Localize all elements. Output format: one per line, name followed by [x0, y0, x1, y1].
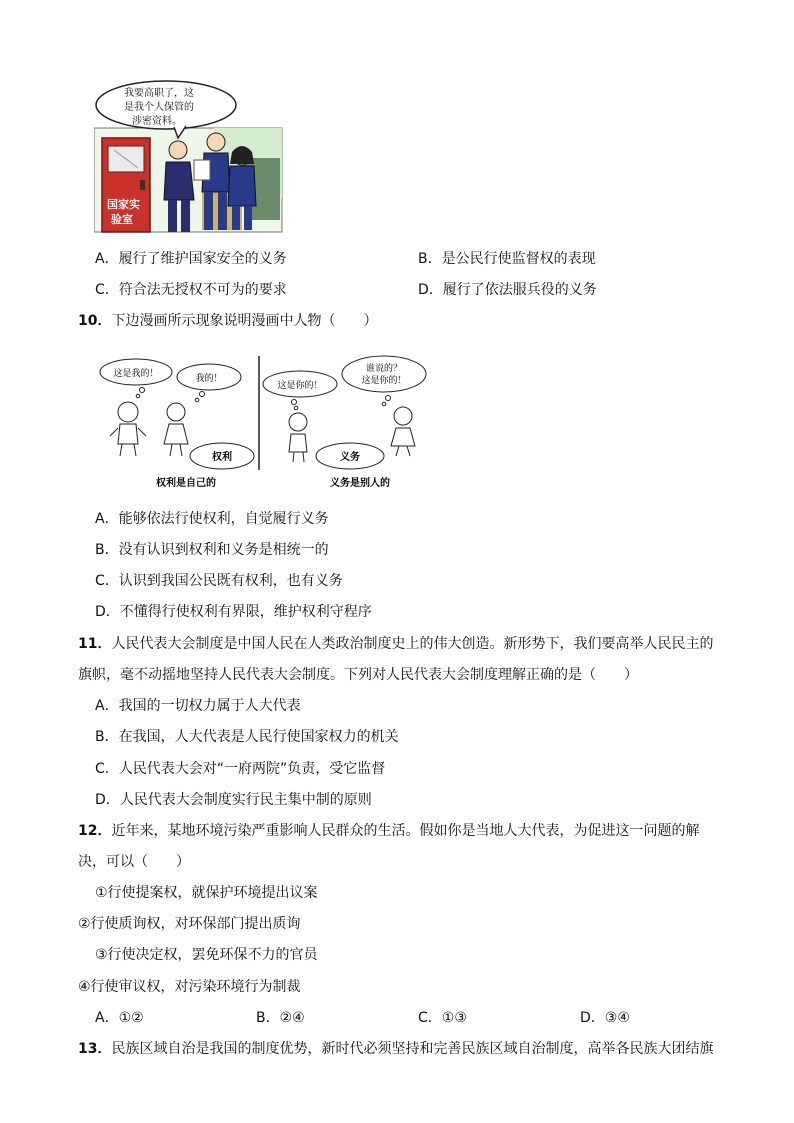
q10-stem-text: 下边漫画所示现象说明漫画中人物（ ）	[111, 313, 378, 329]
q12-option-b: B．②④	[256, 1010, 305, 1026]
bubble-line-2: 是我个人保管的	[124, 102, 194, 113]
cartoon-oval-duties: 义务	[340, 452, 360, 463]
q10-stem	[78, 310, 377, 330]
q10-option-a: A．能够依法行使权利，自觉履行义务	[95, 511, 329, 527]
q13-number: 13．	[78, 1041, 112, 1057]
q11-stem-line-2: 旗帜，毫不动摇地坚持人民代表大会制度。下列对人民代表大会制度理解正确的是（ ）	[78, 667, 638, 683]
q10-option-b: B．没有认识到权利和义务是相统一的	[95, 542, 329, 558]
cartoon-bubble-4-line-1: 谁说的？	[365, 364, 403, 374]
q12-stem-line-2: 决，可以（ ）	[78, 854, 190, 870]
q13-stem-text-1: 民族区域自治是我国的制度优势，新时代必须坚持和完善民族区域自治制度，高举各民族大团结旗	[111, 1041, 714, 1057]
q12-option-d: D．③④	[580, 1010, 630, 1026]
cartoon-bubble-3: 这是你的！	[277, 381, 323, 391]
cartoon-bubble-1: 这是我的！	[113, 369, 159, 379]
q9-option-a: A．履行了维护国家安全的义务	[95, 251, 287, 267]
q11-option-c: C．人民代表大会对“一府两院”负责，受它监督	[95, 761, 386, 777]
door-sign-line-2: 验室	[111, 213, 133, 226]
q12-option-c: C．①③	[418, 1010, 467, 1026]
cartoon-caption-left: 权利是自己的	[156, 478, 216, 489]
q11-option-a: A．我国的一切权力属于人大代表	[95, 698, 301, 714]
q10-number: 10．	[78, 313, 112, 329]
q9-option-d: D．履行了依法服兵役的义务	[418, 282, 597, 298]
bubble-line-3: 涉密资料。	[132, 116, 182, 127]
q12-item-4: ④行使审议权，对污染环境行为制裁	[78, 979, 301, 995]
cartoon-oval-rights: 权利	[212, 452, 232, 463]
cartoon-classified-data	[94, 80, 284, 235]
q11-stem-text-1: 人民代表大会制度是中国人民在人类政治制度史上的伟大创造。新形势下，我们要高举人民民主的	[111, 636, 714, 652]
q11-option-d: D．人民代表大会制度实行民主集中制的原则	[95, 792, 372, 808]
q12-number: 12．	[78, 823, 112, 839]
q13-stem-line-1	[78, 1038, 713, 1058]
q10-option-c: C．认识到我国公民既有权利，也有义务	[95, 573, 343, 589]
cartoon-caption-right: 义务是别人的	[330, 478, 390, 489]
bubble-line-1: 我要高职了，这	[124, 88, 194, 99]
q12-option-a: A．①②	[95, 1010, 144, 1026]
q11-number: 11．	[78, 636, 112, 652]
cartoon-bubble-2: 我的！	[195, 374, 223, 384]
q12-item-3: ③行使决定权，罢免环保不力的官员	[95, 947, 318, 963]
door-sign-line-1: 国家实	[107, 198, 140, 211]
q9-option-b: B．是公民行使监督权的表现	[418, 251, 596, 267]
q9-option-c: C．符合法无授权不可为的要求	[95, 282, 287, 298]
q11-stem-line-1	[78, 633, 713, 653]
q12-item-1: ①行使提案权，就保护环境提出议案	[95, 885, 318, 901]
q12-stem-text-1: 近年来，某地环境污染严重影响人民群众的生活。假如你是当地人大代表，为促进这一问题的解	[111, 823, 700, 839]
cartoon-bubble-4-line-2: 这是你的！	[361, 376, 407, 386]
q12-stem-line-1	[78, 820, 699, 840]
q10-option-d: D．不懂得行使权利有界限，维护权利守程序	[95, 604, 372, 620]
q11-option-b: B．在我国，人大代表是人民行使国家权力的机关	[95, 729, 399, 745]
q12-item-2: ②行使质询权，对环保部门提出质询	[78, 916, 301, 932]
cartoon-rights-duties	[98, 352, 438, 492]
